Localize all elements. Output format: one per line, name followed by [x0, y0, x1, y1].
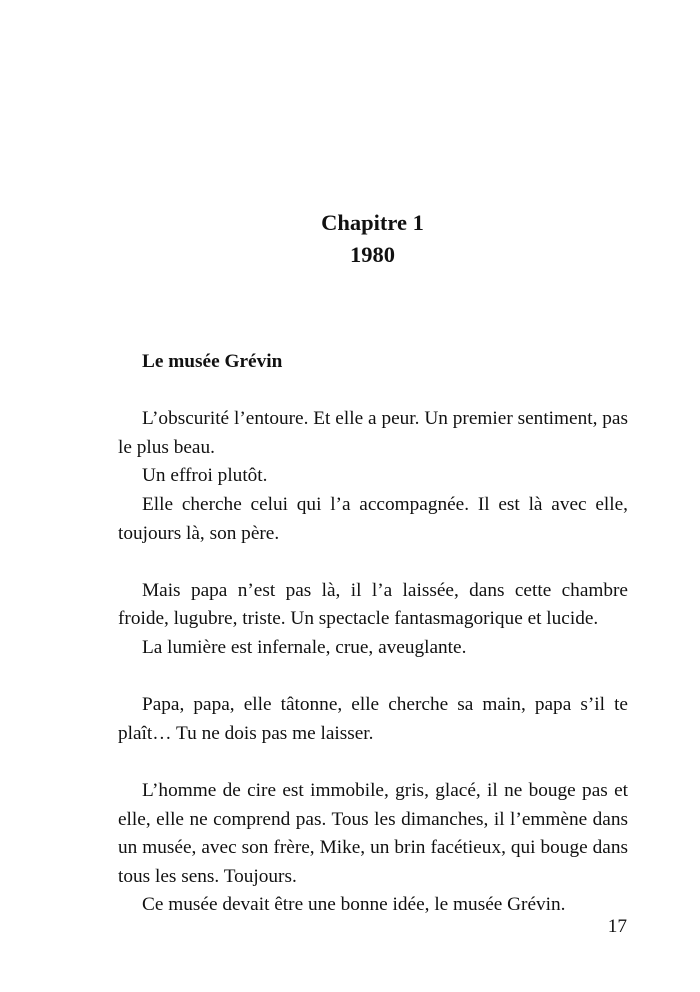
paragraph-4: Mais papa n’est pas là, il l’a laissée, dans cette chambre froide, lugubre, triste. Un spectacle fantasmagorique et lucide. — [118, 579, 628, 630]
paragraph-3: Elle cherche celui qui l’a accompagnée. Il est là avec elle, toujours là, son père. — [118, 493, 628, 544]
chapter-title: Chapitre 1 — [321, 210, 424, 235]
paragraph-2: Un effroi plutôt. — [142, 465, 268, 487]
chapter-year: 1980 — [350, 242, 395, 267]
body-text — [118, 348, 628, 920]
chapter-heading — [0, 207, 700, 271]
paragraph-6: Papa, papa, elle tâtonne, elle cherche sa main, papa s’il te plaît… Tu ne dois pas me laisser. — [118, 694, 628, 744]
paragraph-7: L’homme de cire est immobile, gris, glacé, il ne bouge pas et elle, elle ne comprend pas. Tous les dimanches, il l’emmène dans un musée, avec son frère, Mike, un brin facétieux, qui bouge dans tous les sens. Toujours. — [118, 779, 628, 887]
section-title: Le musée Grévin — [142, 351, 283, 372]
page-number: 17 — [607, 916, 627, 937]
paragraph-8: Ce musée devait être une bonne idée, le musée Grévin. — [142, 894, 566, 916]
paragraph-5: La lumière est infernale, crue, aveuglante. — [142, 636, 467, 658]
paragraph-1: L’obscurité l’entoure. Et elle a peur. Un premier sentiment, pas le plus beau. — [118, 408, 628, 458]
